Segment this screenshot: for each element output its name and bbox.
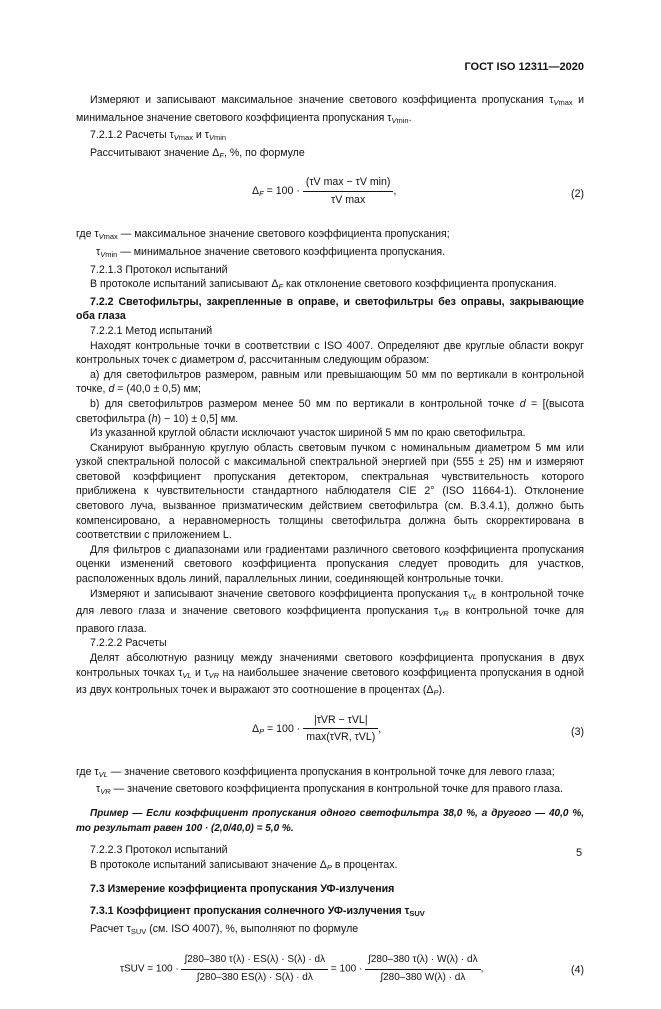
eq4-numerator-1: ∫280–380 τ(λ) · ES(λ) · S(λ) · dλ xyxy=(181,953,328,970)
definition-tvmin: $\tau_V\min$ — минимальное значение светового коэффициента пропускания. xyxy=(96,245,446,259)
document-header: ГОСТ ISO 12311—2020 xyxy=(464,61,584,73)
eq2-number: (2) xyxy=(571,188,584,201)
eq3-numerator: |τVR − τVL| xyxy=(303,713,378,730)
example-note: Пример — Если коэффициент пропускания одного светофильтра 38,0 %, а другого — 40,0 %, то результат равен 100 · (2,0/40,0) = 5,0 %. xyxy=(76,807,584,834)
eq2-denominator: τV max xyxy=(331,193,366,206)
eq3-number: (3) xyxy=(571,725,584,738)
definition-tvl: где $\tau_{VL}$ — значение светового коэффициента пропускания в контрольной точке для левого глаза; xyxy=(76,765,555,779)
eq4-number: (4) xyxy=(571,964,584,977)
equation-4: τSUV = 100 · $\frac{\int 280-380 \tau(\lambda) \cdot ES(\lambda) \cdot S(\lambda) \cdot d\lambda}{\int 280-380 ES(\lambda) \cdot S(\lambda) \cdot d\lambda}$ = 100 · $\frac{\int 280-380 \tau(\lambda) \cdot W(\lambda) \cdot d\lambda}{\int 280-380 W(\lambda) \cdot d\lambda}$ , (4) xyxy=(76,945,584,1003)
section-7212-heading: 7.2.1.2 Расчеты $\tau_V\max$ и $\tau_V\min$ xyxy=(90,129,227,143)
eq3-denominator: max(τVR, τVL) xyxy=(306,731,376,744)
section-7221-heading: 7.2.2.1 Метод испытаний xyxy=(90,324,213,337)
page-number: 5 xyxy=(576,847,583,859)
eq4-denominator-1: ∫280–380 ES(λ) · S(λ) · dλ xyxy=(196,971,313,983)
eq2-numerator: (τV max − τV min) xyxy=(303,175,394,192)
page-content xyxy=(76,93,584,1009)
section-7223-heading: 7.2.2.3 Протокол испытаний xyxy=(90,844,228,857)
equation-2: $\Delta_F = 100$ · $\frac{\text{(τV max − τV min)}}{\text{τV max}}$ , (2) xyxy=(252,176,584,206)
paragraph-measure-left-right: Измеряют и записывают значение светового коэффициента пропускания $\tau_{VL}$ в контрольной точке для левого глаза и значение светового коэффициента пропускания $\tau_{VR}$ в контрольной точке для правого глаза. xyxy=(76,587,584,635)
paragraph-exclude: Из указанной круглой области исключают участок шириной 5 мм по краю светофильтра. xyxy=(90,427,526,440)
paragraph-scan: Сканируют выбранную круглую область световым пучком с номинальным диаметром 5 мм или узкой спектральной полосой с максимальной спектральной энергией при (555 ± 25) нм и измеряют световой коэффициент пропускания детектором, спектральная чувствительность которого приближена к чувствительности стандартного наблюдателя CIE 2° (ISO 11664-1). Отклонение светового луча, вызванное призматическим действием светофильтра (см. В.3.4.1), должно быть компенсировано, а неравномерность толщины светофильтра должна быть скорректирована в соответствии с приложением L. xyxy=(76,441,584,542)
paragraph-protocol-deltaP: В протоколе испытаний записывают значение $\Delta_P$ в процентах. xyxy=(90,858,398,872)
paragraph-protocol-deltaF: В протоколе испытаний записывают $\Delta_F$ как отклонение светового коэффициента пропускания. xyxy=(90,278,557,292)
section-73-heading: 7.3 Измерение коэффициента пропускания УФ-излучения xyxy=(90,883,395,896)
paragraph-control-points: Находят контрольные точки в соответствии с ISO 4007. Определяют две круглые области вокруг контрольных точек с диаметром d, рассчитанным следующим образом: xyxy=(76,339,584,367)
section-722-heading: 7.2.2 Светофильтры, закрепленные в оправе, и светофильтры без оправы, закрывающие оба глаза xyxy=(76,295,584,323)
eq4-numerator-2: ∫280–380 τ(λ) · W(λ) · dλ xyxy=(365,953,481,970)
list-item-b: b) для светофильтров размером менее 50 мм по вертикали в контрольной точке d = [(высота светофильтра (h) − 10) ± 0,5] мм. xyxy=(76,397,584,425)
definition-tvr: $\tau_{VR}$ — значение светового коэффициента пропускания в контрольной точке для правого глаза. xyxy=(96,783,563,797)
paragraph-gradient: Для фильтров с диапазонами или градиентами различного светового коэффициента пропускания оценки изменений светового коэффициента пропускания следует проводить для участков, расположенных вдоль линий, параллельных линии, соединяющей контрольные точки. xyxy=(76,543,584,586)
paragraph-calc-tsuv: Расчет τSUV (см. ISO 4007), %, выполняют по формуле xyxy=(90,922,359,936)
paragraph-measure-max-min: Измеряют и записывают максимальное значение светового коэффициента пропускания $\tau_V\max$ и минимальное значение светового коэффициента пропускания $\tau_V\min$. xyxy=(76,94,584,125)
eq4-denominator-2: ∫280–380 W(λ) · dλ xyxy=(380,971,466,983)
paragraph-divide: Делят абсолютную разницу между значениями светового коэффициента пропускания в двух контрольных точках $\tau_{VL}$ и $\tau_{VR}$ на наибольшее значение светового коэффициента пропускания в одной из двух контрольных точек и выражают это соотношение в процентах $(\Delta_P)$. xyxy=(76,652,584,698)
section-7213-heading: 7.2.1.3 Протокол испытаний xyxy=(90,263,228,276)
section-7222-heading: 7.2.2.2 Расчеты xyxy=(90,637,167,650)
list-item-a: a) для светофильтров размером, равным или превышающим 50 мм по вертикали в контрольной точке, d = (40,0 ± 0,5) мм; xyxy=(76,368,584,396)
equation-3: $\Delta_P = 100$ · $\frac{\text{|τVR − τVL|}}{\text{max(τVR, τVL)}}$ , (3) xyxy=(252,713,584,744)
section-731-heading: 7.3.1 Коэффициент пропускания солнечного УФ-излучения τSUV xyxy=(90,904,425,918)
paragraph-calc-deltaF: Рассчитывают значение $\Delta_F$, %, по формуле xyxy=(90,146,305,160)
definition-tvmax: где $\tau_V\max$ — максимальное значение светового коэффициента пропускания; xyxy=(76,228,450,242)
